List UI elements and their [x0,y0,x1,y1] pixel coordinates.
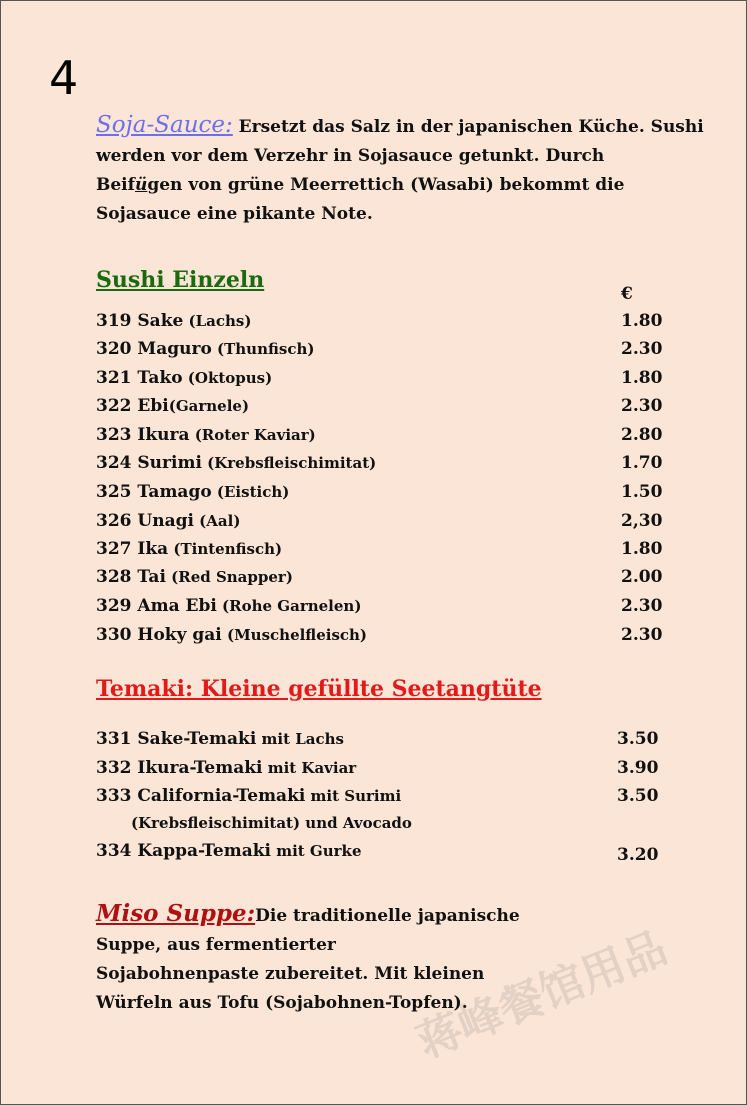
item-desc: mit Lachs [256,730,344,748]
item-price: 3.90 [617,758,659,778]
item-desc: (Oktopus) [182,369,273,387]
item-name: 330 Hoky gai [96,625,222,645]
miso-suppe-heading: Miso Suppe: [96,900,256,927]
item-name: 334 Kappa-Temaki [96,841,271,861]
miso-line-4: Würfeln aus Tofu (Sojabohnen-Topfen). [96,993,468,1013]
menu-item-319 [96,311,676,339]
soja-line-3 [96,171,704,200]
miso-text-1: Die traditionelle japanische [255,906,520,926]
soja-text-3c: gen von grüne Meerrettich (Wasabi) bekommt die [147,175,625,195]
menu-item-329 [96,596,676,624]
menu-item-323 [96,425,676,453]
item-name: 324 Surimi [96,453,202,473]
item-price: 2.30 [621,596,663,616]
menu-item-330 [96,625,676,653]
item-desc: (Red Snapper) [165,568,293,586]
item-name: 322 Ebi [96,396,169,416]
menu-item-327 [96,539,676,567]
miso-line-1 [96,899,520,931]
item-price: 2.30 [621,396,663,416]
california-temaki-subline: (Krebsfleischimitat) und Avocado [131,814,412,832]
menu-item-334 [96,841,676,869]
soja-line-4: Sojasauce eine pikante Note. [96,204,373,224]
item-price: 3.50 [617,729,659,749]
item-price: 1.80 [621,539,663,559]
soja-sauce-paragraph [96,111,704,229]
item-desc: (Roter Kaviar) [189,426,316,444]
miso-line-3: Sojabohnenpaste zubereitet. Mit kleinen [96,964,485,984]
miso-line-2: Suppe, aus fermentierter [96,935,336,955]
watermark: 蒋峰餐馆用品 [410,922,675,1069]
menu-item-322 [96,396,676,424]
item-desc: (Garnele) [168,397,250,415]
item-name: 331 Sake-Temaki [96,729,257,749]
item-price: 3.20 [617,845,659,865]
soja-sauce-heading: Soja-Sauce: [96,112,233,138]
item-price: 1.80 [621,368,663,388]
item-name: 326 Unagi [96,511,194,531]
menu-item-326 [96,511,676,539]
item-desc: mit Gurke [270,842,362,860]
temaki-title: Temaki: Kleine gefüllte Seetangtüte [96,676,542,702]
item-price: 1.80 [621,311,663,331]
item-desc: (Eistich) [211,483,290,501]
item-price: 2.30 [621,625,663,645]
menu-item-331 [96,729,676,757]
item-price: 2.80 [621,425,663,445]
item-price: 2.30 [621,339,663,359]
menu-item-332 [96,758,676,786]
item-name: 332 Ikura-Temaki [96,758,263,778]
item-name: 319 Sake [96,311,184,331]
sushi-einzeln-title: Sushi Einzeln [96,267,265,293]
item-price: 1.50 [621,482,663,502]
item-desc: (Rohe Garnelen) [216,597,362,615]
item-price: 1.70 [621,453,663,473]
menu-item-333 [96,786,676,814]
soja-text-3a: Beif [96,175,135,195]
item-name: 320 Maguro [96,339,212,359]
menu-item-328 [96,567,676,595]
menu-item-324 [96,453,676,481]
item-name: 323 Ikura [96,425,190,445]
item-desc: (Muschelfleisch) [221,626,368,644]
item-desc: (Lachs) [183,312,252,330]
item-name: 329 Ama Ebi [96,596,217,616]
item-name: 328 Tai [96,567,166,587]
item-name: 325 Tamago [96,482,212,502]
item-desc: (Krebsfleischimitat) [201,454,377,472]
item-name: 327 Ika [96,539,169,559]
item-price: 2.00 [621,567,663,587]
item-price: 3.50 [617,786,659,806]
item-desc: mit Surimi [305,787,402,805]
item-price: 2,30 [621,511,663,531]
item-name: 321 Tako [96,368,183,388]
item-name: 333 California-Temaki [96,786,306,806]
soja-line-1 [96,111,704,142]
page-number: 4 [49,51,79,105]
item-desc: (Aal) [193,512,241,530]
item-desc: (Thunfisch) [211,340,315,358]
soja-line-2: werden vor dem Verzehr in Sojasauce getunkt. Durch [96,146,605,166]
menu-item-320 [96,339,676,367]
menu-item-321 [96,368,676,396]
soja-text-3b: ü [134,175,148,195]
soja-text-1: Ersetzt das Salz in der japanischen Küche. Sushi [232,117,704,137]
item-desc: mit Kaviar [262,759,357,777]
item-desc: (Tintenfisch) [168,540,283,558]
menu-item-325 [96,482,676,510]
currency-label: € [621,284,633,304]
